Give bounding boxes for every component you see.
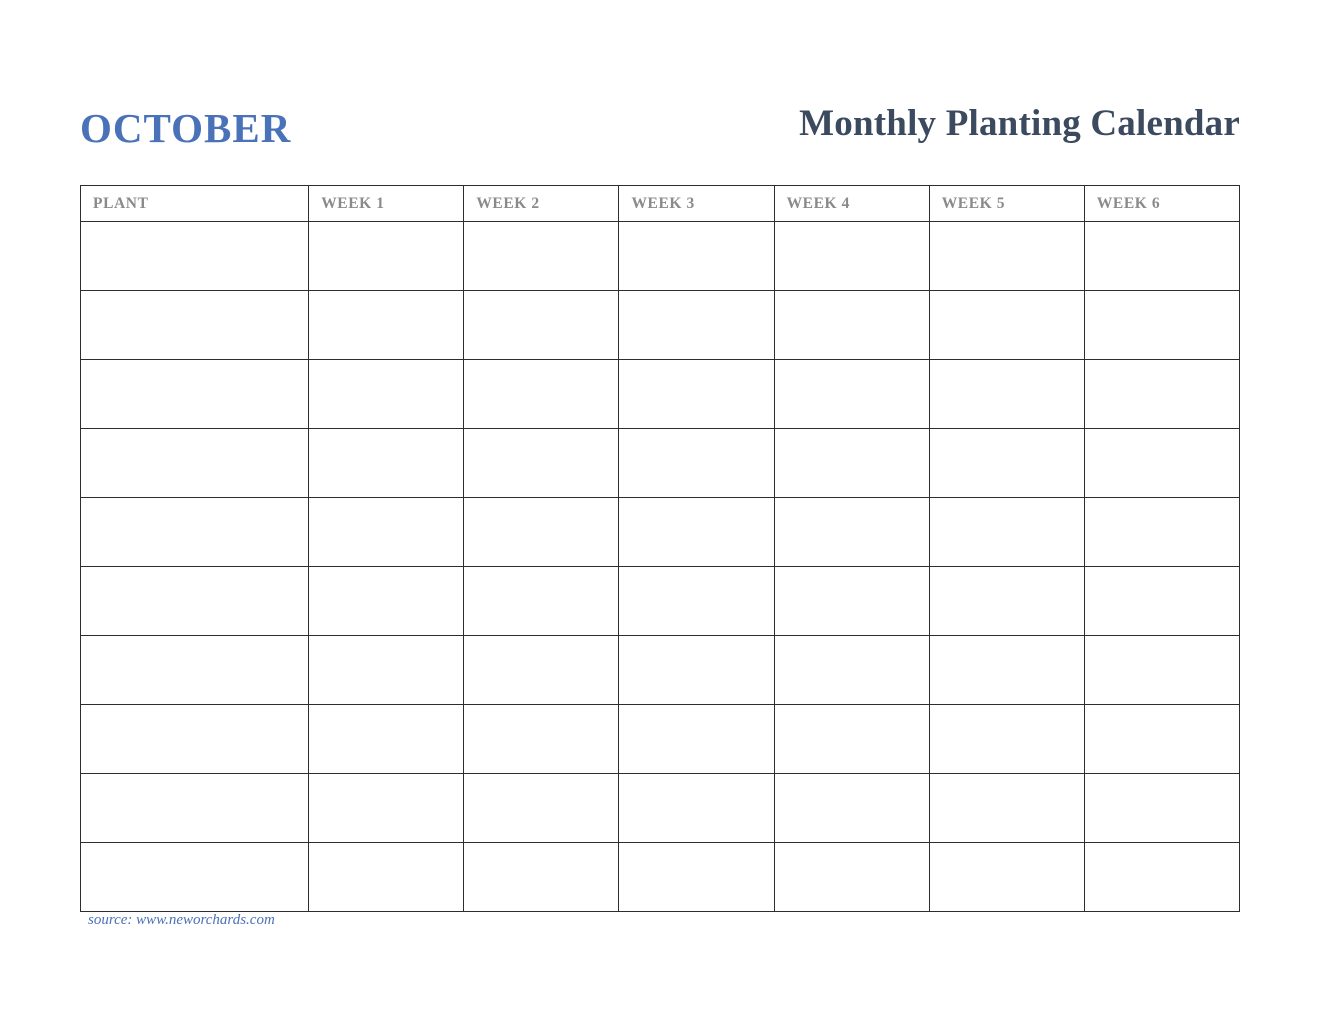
column-header-week-2: WEEK 2 [464, 186, 619, 222]
cell-week-2[interactable] [464, 774, 619, 843]
table-row [81, 636, 1240, 705]
cell-week-4[interactable] [774, 498, 929, 567]
cell-plant[interactable] [81, 567, 309, 636]
cell-week-5[interactable] [929, 222, 1084, 291]
cell-week-6[interactable] [1084, 705, 1239, 774]
cell-week-2[interactable] [464, 636, 619, 705]
cell-plant[interactable] [81, 774, 309, 843]
cell-week-5[interactable] [929, 498, 1084, 567]
cell-plant[interactable] [81, 429, 309, 498]
cell-plant[interactable] [81, 636, 309, 705]
cell-week-6[interactable] [1084, 843, 1239, 912]
cell-week-2[interactable] [464, 429, 619, 498]
column-header-week-5: WEEK 5 [929, 186, 1084, 222]
column-header-week-3: WEEK 3 [619, 186, 774, 222]
cell-plant[interactable] [81, 498, 309, 567]
table-body [81, 222, 1240, 912]
cell-week-3[interactable] [619, 843, 774, 912]
planting-calendar-table [80, 185, 1240, 912]
cell-week-6[interactable] [1084, 636, 1239, 705]
column-header-week-1: WEEK 1 [309, 186, 464, 222]
page-header [80, 78, 1240, 168]
cell-week-6[interactable] [1084, 774, 1239, 843]
table-row [81, 567, 1240, 636]
cell-week-1[interactable] [309, 291, 464, 360]
cell-week-5[interactable] [929, 843, 1084, 912]
cell-week-6[interactable] [1084, 222, 1239, 291]
cell-week-5[interactable] [929, 705, 1084, 774]
cell-week-1[interactable] [309, 498, 464, 567]
cell-week-1[interactable] [309, 567, 464, 636]
cell-week-1[interactable] [309, 222, 464, 291]
cell-week-6[interactable] [1084, 429, 1239, 498]
page-title: Monthly Planting Calendar [799, 102, 1240, 144]
cell-week-6[interactable] [1084, 360, 1239, 429]
cell-week-4[interactable] [774, 291, 929, 360]
cell-week-4[interactable] [774, 636, 929, 705]
cell-week-1[interactable] [309, 429, 464, 498]
column-header-plant: PLANT [81, 186, 309, 222]
table-row [81, 186, 1240, 222]
cell-week-6[interactable] [1084, 291, 1239, 360]
table-row [81, 291, 1240, 360]
cell-week-5[interactable] [929, 291, 1084, 360]
cell-week-4[interactable] [774, 222, 929, 291]
cell-plant[interactable] [81, 291, 309, 360]
cell-week-2[interactable] [464, 705, 619, 774]
cell-week-2[interactable] [464, 498, 619, 567]
table-row [81, 705, 1240, 774]
cell-week-2[interactable] [464, 291, 619, 360]
cell-week-4[interactable] [774, 429, 929, 498]
cell-week-4[interactable] [774, 567, 929, 636]
cell-week-2[interactable] [464, 222, 619, 291]
source-note: source: www.neworchards.com [88, 912, 275, 928]
cell-week-2[interactable] [464, 567, 619, 636]
table-row [81, 222, 1240, 291]
cell-week-1[interactable] [309, 636, 464, 705]
table-row [81, 843, 1240, 912]
cell-week-3[interactable] [619, 567, 774, 636]
cell-week-1[interactable] [309, 360, 464, 429]
cell-week-5[interactable] [929, 360, 1084, 429]
cell-week-5[interactable] [929, 567, 1084, 636]
cell-week-5[interactable] [929, 774, 1084, 843]
cell-week-6[interactable] [1084, 567, 1239, 636]
cell-week-3[interactable] [619, 498, 774, 567]
table-row [81, 360, 1240, 429]
cell-week-2[interactable] [464, 843, 619, 912]
table-row [81, 774, 1240, 843]
cell-plant[interactable] [81, 705, 309, 774]
column-header-week-6: WEEK 6 [1084, 186, 1239, 222]
cell-week-3[interactable] [619, 636, 774, 705]
month-title: october [80, 90, 292, 155]
cell-week-1[interactable] [309, 843, 464, 912]
cell-week-3[interactable] [619, 291, 774, 360]
cell-week-1[interactable] [309, 705, 464, 774]
table-row [81, 498, 1240, 567]
cell-week-3[interactable] [619, 360, 774, 429]
cell-week-4[interactable] [774, 774, 929, 843]
cell-week-3[interactable] [619, 774, 774, 843]
cell-plant[interactable] [81, 222, 309, 291]
cell-week-2[interactable] [464, 360, 619, 429]
cell-plant[interactable] [81, 360, 309, 429]
cell-week-5[interactable] [929, 429, 1084, 498]
cell-week-4[interactable] [774, 843, 929, 912]
table-header-row [81, 186, 1240, 222]
cell-week-3[interactable] [619, 705, 774, 774]
cell-week-1[interactable] [309, 774, 464, 843]
cell-plant[interactable] [81, 843, 309, 912]
cell-week-3[interactable] [619, 222, 774, 291]
cell-week-3[interactable] [619, 429, 774, 498]
cell-week-4[interactable] [774, 360, 929, 429]
cell-week-4[interactable] [774, 705, 929, 774]
table-row [81, 429, 1240, 498]
cell-week-5[interactable] [929, 636, 1084, 705]
cell-week-6[interactable] [1084, 498, 1239, 567]
column-header-week-4: WEEK 4 [774, 186, 929, 222]
